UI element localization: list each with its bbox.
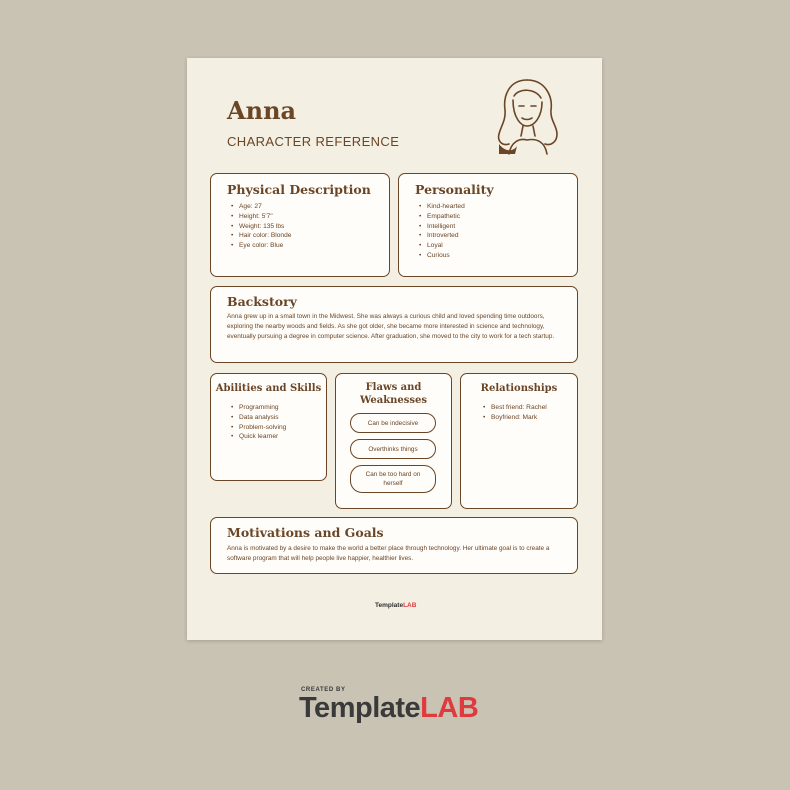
relationships-list	[483, 403, 547, 423]
list-item: • Quick learner	[231, 432, 286, 442]
list-item: • Loyal	[419, 241, 465, 251]
flaws-title: Flaws and Weaknesses	[359, 382, 428, 406]
physical-description-list	[231, 202, 291, 251]
personality-card	[398, 173, 578, 277]
list-item: • Hair color: Blonde	[231, 231, 291, 241]
list-item: • Kind-hearted	[419, 202, 465, 212]
list-item: • Height: 5'7"	[231, 212, 291, 222]
brand-text: Template	[299, 692, 421, 724]
personality-list	[419, 202, 465, 261]
created-by-label: CREATED BY	[301, 687, 346, 693]
list-item: • Boyfriend: Mark	[483, 413, 547, 423]
motivations-card	[210, 517, 578, 574]
brand-accent: LAB	[420, 692, 479, 724]
templatelab-logo	[299, 692, 478, 725]
list-item: • Problem-solving	[231, 423, 286, 433]
footer-logo	[375, 602, 416, 609]
list-item: • Programming	[231, 403, 286, 413]
physical-description-card	[210, 173, 390, 277]
list-item: • Age: 27	[231, 202, 291, 212]
relationships-title: Relationships	[480, 383, 558, 394]
backstory-card	[210, 286, 578, 363]
personality-title: Personality	[415, 182, 494, 197]
abilities-card	[210, 373, 327, 481]
list-item: • Curious	[419, 251, 465, 261]
footer-logo-text: Template	[375, 602, 404, 609]
flaw-pill: Overthinks things	[350, 439, 436, 459]
relationships-card	[460, 373, 578, 509]
flaw-pill: Can be too hard on herself	[350, 465, 436, 493]
flaw-pill: Can be indecisive	[350, 413, 436, 433]
list-item: • Empathetic	[419, 212, 465, 222]
list-item: • Weight: 135 lbs	[231, 222, 291, 232]
list-item: • Best friend: Rachel	[483, 403, 547, 413]
abilities-list	[231, 403, 286, 442]
list-item: • Introverted	[419, 231, 465, 241]
footer-logo-accent: LAB	[403, 602, 417, 609]
abilities-title: Abilities and Skills	[215, 383, 322, 394]
list-item: • Eye color: Blue	[231, 241, 291, 251]
physical-description-title: Physical Description	[227, 182, 371, 197]
motivations-title: Motivations and Goals	[227, 525, 384, 540]
page-subtitle: CHARACTER REFERENCE	[227, 134, 400, 149]
backstory-title: Backstory	[227, 294, 297, 309]
woman-portrait-icon	[487, 74, 567, 156]
motivations-text: Anna is motivated by a desire to make the world a better place through technology. Her ultimate goal is to create a software program that will help people live happier, healthier lives.	[227, 545, 550, 562]
backstory-text: Anna grew up in a small town in the Midwest. She was always a curious child and loved spending time outdoors, exploring the nearby woods and fields. As she got older, she became more interested in science and technology, eventually pursuing a degree in computer science. After graduation, she moved to the city to work for a tech startup.	[227, 313, 555, 340]
character-sheet-page	[187, 58, 602, 640]
character-name: Anna	[227, 96, 297, 125]
flaws-card	[335, 373, 452, 509]
list-item: • Intelligent	[419, 222, 465, 232]
list-item: • Data analysis	[231, 413, 286, 423]
